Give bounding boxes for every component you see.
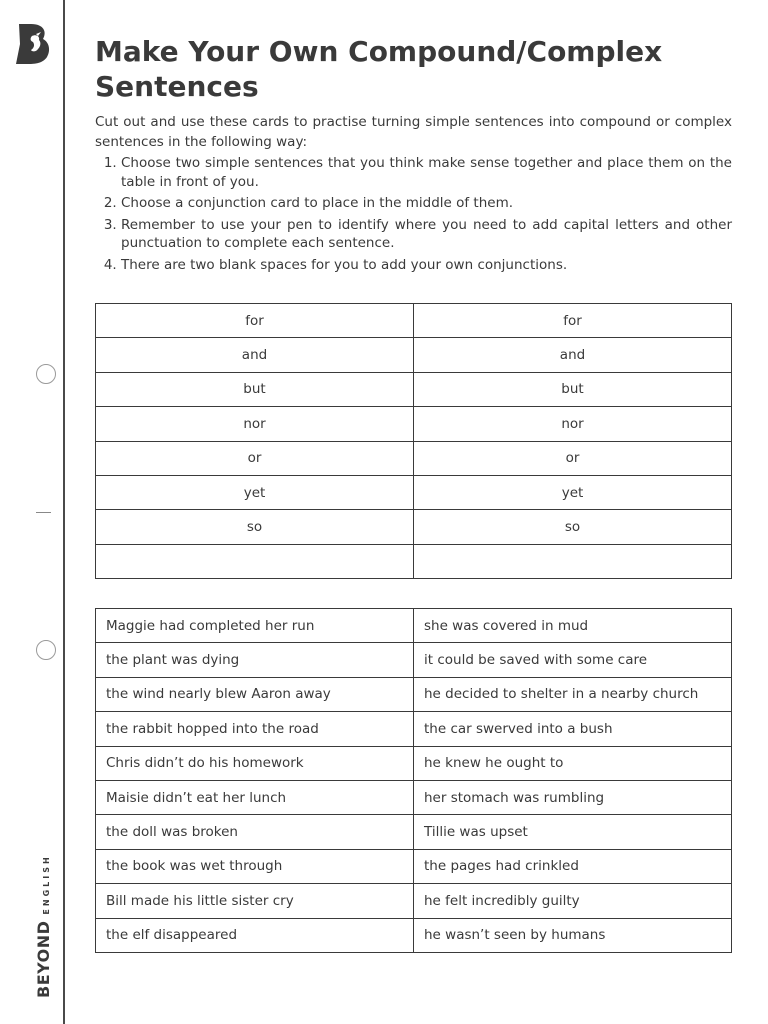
conjunction-card: but — [96, 372, 414, 406]
table-row — [96, 304, 732, 338]
table-row — [96, 712, 732, 746]
sentence-card: Maggie had completed her run — [96, 609, 414, 643]
conjunction-card: yet — [96, 475, 414, 509]
sentence-card: he decided to shelter in a nearby church — [414, 677, 732, 711]
sentence-card: the elf disappeared — [96, 918, 414, 952]
table-row — [96, 849, 732, 883]
conjunction-card: or — [414, 441, 732, 475]
table-row — [96, 475, 732, 509]
sentence-card: Bill made his little sister cry — [96, 884, 414, 918]
punch-hole-upper — [36, 364, 56, 384]
brand-subtitle: ENGLISH — [42, 854, 51, 915]
table-row — [96, 510, 732, 544]
sentence-card: the car swerved into a bush — [414, 712, 732, 746]
intro-text: Cut out and use these cards to practise turning simple sentences into compound or complex sentences in the following way: — [95, 114, 732, 150]
instruction-step: 3. Remember to use your pen to identify where you need to add capital letters and other punctuation to complete each sentence. — [121, 216, 732, 253]
sentence-card: the book was wet through — [96, 849, 414, 883]
punch-hole-lower — [36, 640, 56, 660]
beyond-logo-icon — [14, 22, 52, 66]
sentence-card: Maisie didn’t eat her lunch — [96, 780, 414, 814]
conjunction-card: so — [96, 510, 414, 544]
sentence-card: she was covered in mud — [414, 609, 732, 643]
blank-conjunction-card — [96, 544, 414, 578]
instruction-step: 2. Choose a conjunction card to place in the middle of them. — [121, 194, 732, 213]
conjunction-card: for — [96, 304, 414, 338]
fold-mark — [36, 512, 51, 513]
sentence-cards-table — [95, 608, 732, 953]
conjunction-card: nor — [414, 407, 732, 441]
conjunction-card: nor — [96, 407, 414, 441]
conjunction-card: so — [414, 510, 732, 544]
sentence-card: he felt incredibly guilty — [414, 884, 732, 918]
sentence-card: it could be saved with some care — [414, 643, 732, 677]
table-row — [96, 884, 732, 918]
instruction-list — [95, 154, 732, 274]
sentence-card: he knew he ought to — [414, 746, 732, 780]
page-title: Make Your Own Compound/Complex Sentences — [95, 35, 663, 103]
table-row — [96, 643, 732, 677]
conjunction-card: and — [414, 338, 732, 372]
table-row — [96, 544, 732, 578]
table-row — [96, 780, 732, 814]
sentence-card: Chris didn’t do his homework — [96, 746, 414, 780]
sentence-card: Tillie was upset — [414, 815, 732, 849]
table-row — [96, 372, 732, 406]
conjunction-card: for — [414, 304, 732, 338]
table-row — [96, 677, 732, 711]
conjunction-cards-table — [95, 303, 732, 579]
sentence-card: the doll was broken — [96, 815, 414, 849]
conjunction-card: and — [96, 338, 414, 372]
sentence-card: her stomach was rumbling — [414, 780, 732, 814]
blank-conjunction-card — [414, 544, 732, 578]
table-row — [96, 609, 732, 643]
table-row — [96, 441, 732, 475]
brand-name: BEYOND — [34, 920, 53, 998]
table-row — [96, 918, 732, 952]
sentence-card: the pages had crinkled — [414, 849, 732, 883]
conjunction-card: yet — [414, 475, 732, 509]
table-row — [96, 407, 732, 441]
sentence-card: the plant was dying — [96, 643, 414, 677]
table-row — [96, 338, 732, 372]
sentence-card: the wind nearly blew Aaron away — [96, 677, 414, 711]
worksheet-content — [95, 34, 732, 277]
conjunction-card: or — [96, 441, 414, 475]
table-row — [96, 746, 732, 780]
instruction-step: 4. There are two blank spaces for you to add your own conjunctions. — [121, 256, 732, 275]
brand-wordmark — [34, 854, 53, 998]
instruction-step: 1. Choose two simple sentences that you think make sense together and place them on the table in front of you. — [121, 154, 732, 191]
sentence-card: the rabbit hopped into the road — [96, 712, 414, 746]
conjunction-card: but — [414, 372, 732, 406]
sentence-card: he wasn’t seen by humans — [414, 918, 732, 952]
table-row — [96, 815, 732, 849]
margin-rule — [63, 0, 65, 1024]
